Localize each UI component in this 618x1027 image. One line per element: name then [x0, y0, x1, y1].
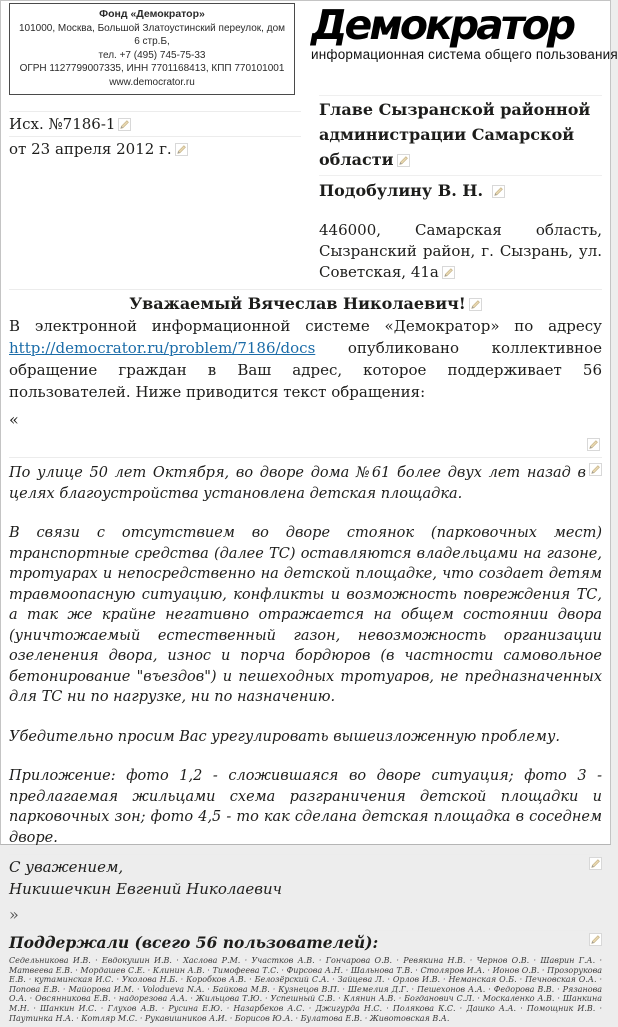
edit-icon[interactable]: [442, 266, 455, 279]
outgoing-date: от 23 апреля 2012 г.: [9, 140, 172, 158]
page-header: [9, 1, 618, 95]
supporters-heading: Поддержали (всего 56 пользователей):: [9, 933, 379, 952]
addressee-name-row: [319, 175, 602, 203]
edit-icon[interactable]: [589, 463, 602, 476]
org-registration: ОГРН 1127799007335, ИНН 7701168413, КПП 770101001: [19, 63, 285, 74]
closing-row: [9, 854, 602, 877]
upper-columns: [9, 95, 602, 283]
outgoing-number: Исх. №7186-1: [9, 115, 116, 133]
appeal-paragraph: Приложение: фото 1,2 - сложившаяся во дворе ситуация; фото 3 - предлагаемая жильцами схема разграничения детской площадки и парковочных зон; фото 4,5 - то как сделана детская площадка в соседнем дворе.: [9, 768, 602, 846]
edit-icon[interactable]: [589, 933, 602, 946]
logo-wordmark: Демократор: [311, 1, 574, 49]
edit-icon[interactable]: [589, 857, 602, 870]
addressee-position: Главе Сызранской районной администрации Самарской области: [319, 100, 591, 169]
intro-text-after-link: опубликовано коллективное обращение граждан в Ваш адрес, которое поддерживает 56 пользователей. Ниже приводится текст обращения:: [9, 339, 602, 401]
edit-icon[interactable]: [118, 118, 131, 131]
outgoing-number-row: [9, 111, 301, 136]
org-phone: тел. +7 (495) 745-75-33: [98, 49, 206, 61]
intro-text-before-link: В электронной информационной системе «Демократор» по адресу: [9, 317, 602, 335]
org-address: 101000, Москва, Большой Златоустинский переулок, дом 6 стр.Б,: [18, 22, 286, 47]
org-website: www.democrator.ru: [109, 76, 195, 88]
salutation-row: [9, 289, 602, 315]
edit-icon[interactable]: [175, 143, 188, 156]
intro-paragraph: [9, 315, 602, 403]
addressee-position-row: [319, 95, 602, 172]
closing-text: С уважением,: [9, 858, 124, 876]
problem-docs-link[interactable]: http://democrator.ru/problem/7186/docs: [9, 339, 316, 357]
org-info-box: [9, 3, 295, 95]
logo-subtitle: информационная система общего пользования: [311, 47, 618, 62]
logo: [295, 3, 618, 62]
appeal-paragraph: В связи с отсутствием во дворе стоянок (парковочных мест) транспортные средства (далее ТС) оставляются владельцами на газоне, тротуарах и непосредственно на детской площадке, что создает детям травмоопасную ситуацию, конфликты и возможность повреждения ТС, а так же крайне негативно отражается на общем состоянии двора (уничтожаемый естественный газон, невозможность организации озеленения двора, износ и порча бордюров (в частности самовольное бетонирование "въездов") и пешеходных тротуаров, не предназначенных для ТС ни по нагрузке, ни по назначению.: [9, 525, 602, 705]
appeal-paragraph: [9, 463, 602, 504]
appeal-quote-block: [9, 457, 602, 848]
org-name: Фонд «Демократор»: [99, 8, 205, 20]
addressee-postal: 446000, Самарская область, Сызранский район, г. Сызрань, ул. Советская, 41а: [319, 221, 602, 281]
quote-open-mark: «: [9, 410, 19, 429]
addressee-name: Подобулину В. Н.: [319, 181, 489, 200]
edit-icon[interactable]: [492, 185, 505, 198]
appeal-paragraph-text: По улице 50 лет Октября, во дворе дома №61 более двух лет назад в целях благоустройства установлена детская площадка.: [9, 465, 586, 502]
signature-name: Никишечкин Евгений Николаевич: [9, 880, 282, 898]
edit-icon[interactable]: [469, 298, 482, 311]
supporters-heading-row: [9, 930, 602, 953]
appeal-paragraph: Убедительно просим Вас урегулировать вышеизложенную проблему.: [9, 728, 560, 745]
supporters-name-list: Седельникова И.В. · Евдокушин И.В. · Хаслова Р.М. · Участков А.В. · Гончарова О.В. · Ревякина Н.В. · Чернов О.В. · Шаврин Г.А. · Матвеева Е.В. · Мордашев С.Е. · Клинин А.В. · Тимофеева Т.С. · Фирсова А.Н. · Шальнова Т.В. · Столяров И.А. · Ионов О.В. · Прозорукова Е.В. · кутаминская И.С. · Уколова Н.Б. · Коробков А.В. · Белозёрский С.А. · Зайцева Л. · Орлов И.В. · Неманская О.Б. · Печновская О.А. · Попова Е.В. · Майорова И.М. · Volodueva N.A. · Байкова М.В. · Кузнецов В.П. · Шемелия Д.Г. · Пешехонов А.А. · Федорова В.В. · Рязанова О.А. · Овсянникова Е.В. · надорезова А.А. · Жильцова Т.Ю. · Успешный С.В. · Клянин А.В. · Богданович С.Л. · Москаленко А.В. · Шанкина М.Н. · Шанкин И.С. · Глухов А.В. · Русина Е.Ю. · Назарбеков А.С. · Джигурда Н.С. · Полякова К.С. · Дашко А.А. · Помощник И.В. · Паутинка Н.А. · Котляр М.С. · Рукавишников А.И. · Борисов Ю.А. · Булатова Е.В. · Животовская В.А.: [9, 956, 602, 1023]
addressee-block: [319, 95, 602, 283]
outgoing-date-row: [9, 136, 301, 161]
addressee-postal-row: [319, 220, 602, 283]
quote-close-mark: »: [9, 905, 19, 924]
outgoing-block: [9, 95, 301, 283]
edit-icon[interactable]: [587, 438, 600, 451]
edit-icon[interactable]: [397, 154, 410, 167]
salutation-text: Уважаемый Вячеслав Николаевич!: [129, 294, 466, 313]
appeal-edit-row: [9, 434, 602, 452]
